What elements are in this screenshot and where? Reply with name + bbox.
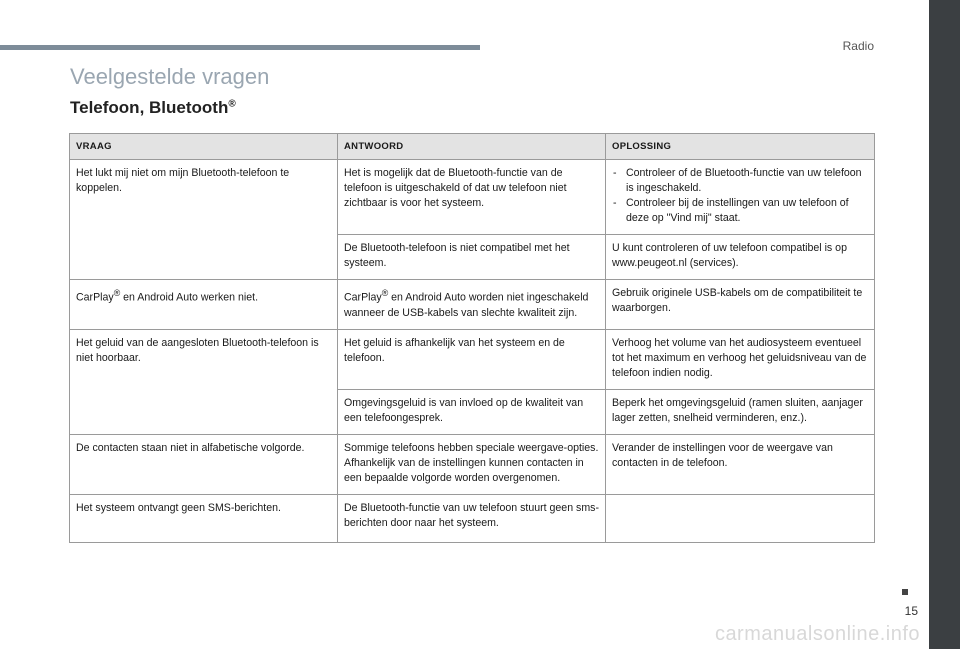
table-row	[70, 329, 875, 389]
solution-cell: Verander de instellingen voor de weergave van contacten in de telefoon.	[606, 434, 875, 494]
question-text: CarPlay	[76, 291, 114, 304]
side-band	[929, 0, 960, 649]
question-cell: De contacten staan niet in alfabetische volgorde.	[70, 434, 338, 494]
faq-table	[69, 133, 875, 543]
solution-cell	[606, 160, 875, 235]
answer-cell: Omgevingsgeluid is van invloed op de kwaliteit van een telefoongesprek.	[338, 389, 606, 434]
question-text: en Android Auto werken niet.	[120, 291, 259, 304]
registered-mark: ®	[381, 288, 389, 298]
table-row	[70, 160, 875, 235]
solution-cell: Gebruik originele USB-kabels om de compatibiliteit te waarborgen.	[606, 280, 875, 330]
table-row	[70, 280, 875, 330]
answer-text: CarPlay	[344, 291, 382, 304]
watermark: carmanualsonline.info	[714, 623, 920, 645]
section-subtitle	[70, 98, 236, 118]
table-row	[70, 434, 875, 494]
question-cell: Het lukt mij niet om mijn Bluetooth-telefoon te koppelen.	[70, 160, 338, 280]
header-vraag: VRAAG	[70, 134, 338, 160]
registered-mark: ®	[228, 98, 236, 110]
solution-cell: Verhoog het volume van het audiosysteem eventueel tot het maximum en verhoog het geluidsniveau van de telefoon indien nodig.	[606, 329, 875, 389]
header-oplossing: OPLOSSING	[606, 134, 875, 160]
section-label: Radio	[842, 39, 874, 53]
question-cell: Het systeem ontvangt geen SMS-berichten.	[70, 494, 338, 542]
page-marker	[902, 589, 908, 595]
solution-cell: U kunt controleren of uw telefoon compatibel is op www.peugeot.nl (services).	[606, 235, 875, 280]
solution-list	[612, 166, 868, 226]
registered-mark: ®	[113, 288, 121, 298]
top-rule	[0, 45, 480, 50]
solution-cell: Beperk het omgevingsgeluid (ramen sluiten, aanjager lager zetten, snelheid verminderen, enz.).	[606, 389, 875, 434]
answer-cell: De Bluetooth-telefoon is niet compatibel met het systeem.	[338, 235, 606, 280]
question-cell	[70, 280, 338, 330]
table-row	[70, 494, 875, 542]
solution-item: - Controleer bij de instellingen van uw telefoon of deze op "Vind mij" staat.	[612, 196, 868, 226]
page-title: Veelgestelde vragen	[70, 64, 270, 89]
page-number: 15	[904, 604, 918, 618]
answer-cell: De Bluetooth-functie van uw telefoon stuurt geen sms-berichten door naar het systeem.	[338, 494, 606, 542]
answer-cell: Het is mogelijk dat de Bluetooth-functie van de telefoon is uitgeschakeld of dat uw telefoon niet zichtbaar is voor het systeem.	[338, 160, 606, 235]
subtitle-text: Telefoon, Bluetooth	[70, 98, 229, 117]
solution-cell	[606, 494, 875, 542]
answer-cell	[338, 280, 606, 330]
answer-cell: Sommige telefoons hebben speciale weergave-opties. Afhankelijk van de instellingen kunnen contacten in een bepaalde volgorde worden overgenomen.	[338, 434, 606, 494]
table-header-row	[70, 134, 875, 160]
question-cell: Het geluid van de aangesloten Bluetooth-telefoon is niet hoorbaar.	[70, 329, 338, 434]
header-antwoord: ANTWOORD	[338, 134, 606, 160]
answer-text: en Android Auto worden niet ingeschakeld wanneer de USB-kabels van slechte kwaliteit zijn.	[344, 291, 589, 319]
solution-item: - Controleer of de Bluetooth-functie van uw telefoon is ingeschakeld.	[612, 166, 868, 196]
answer-cell: Het geluid is afhankelijk van het systeem en de telefoon.	[338, 329, 606, 389]
